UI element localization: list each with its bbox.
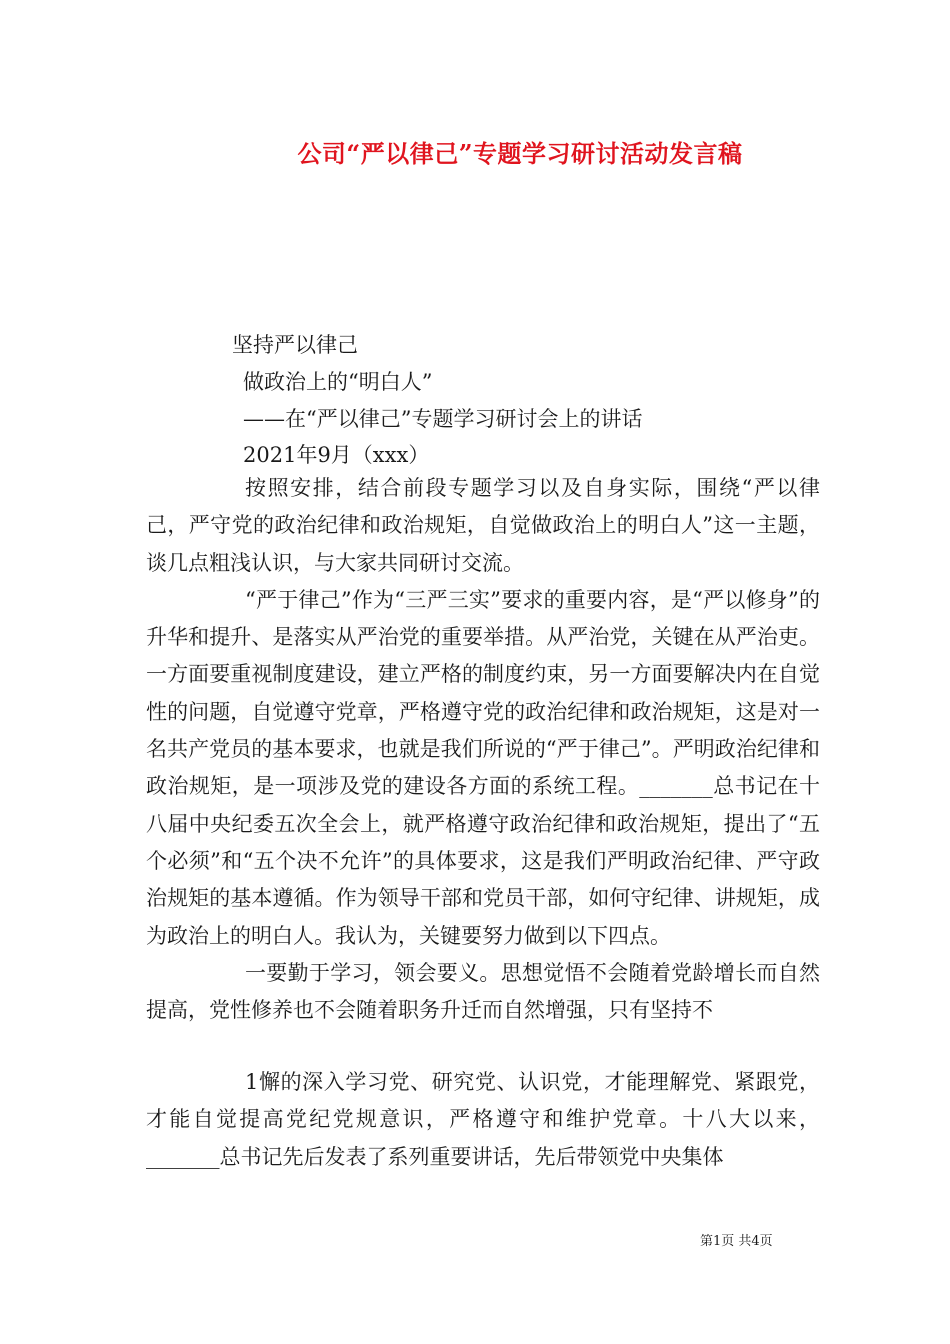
page-number: 第1页 共4页	[700, 1234, 773, 1249]
heading-line-main: 坚持严以律己	[232, 333, 358, 357]
body-block-1	[146, 470, 820, 1029]
paragraph-continued: 1懈的深入学习党、研究党、认识党，才能理解党、紧跟党，才能自觉提高党纪党规意识，严格遵守和维护党章。十八大以来，_______总书记先后发表了系列重要讲话，先后带领党中央集体	[146, 1070, 820, 1169]
heading-line-sub: 做政治上的“明白人”	[243, 370, 433, 394]
body-block-2	[146, 1064, 820, 1176]
paragraph-intro: 按照安排，结合前段专题学习以及自身实际，围绕“严以律己，严守党的政治纪律和政治规矩，自觉做政治上的明白人”这一主题，谈几点粗浅认识，与大家共同研讨交流。	[146, 476, 820, 575]
paragraph-point-one: 一要勤于学习，领会要义。思想觉悟不会随着党龄增长而自然提高，党性修养也不会随着职务升迁而自然增强，只有坚持不	[146, 960, 820, 1023]
heading-line-occasion: ——在“严以律己”专题学习研讨会上的讲话	[243, 407, 643, 431]
heading-line-date: 2021年9月（xxx）	[243, 443, 430, 467]
document-title: 公司“严以律己”专题学习研讨活动发言稿	[297, 139, 743, 168]
paragraph-main: “严于律己”作为“三严三实”要求的重要内容，是“严以修身”的升华和提升、是落实从严治党的重要举措。从严治党，关键在从严治吏。一方面要重视制度建设，建立严格的制度约束，另一方面要解决内在自觉性的问题，自觉遵守党章，严格遵守党的政治纪律和政治规矩，这是对一名共产党员的基本要求，也就是我们所说的“严于律己”。严明政治纪律和政治规矩，是一项涉及党的建设各方面的系统工程。_______总书记在十八届中央纪委五次全会上，就严格遵守政治纪律和政治规矩，提出了“五个必须”和“五个决不允许”的具体要求，这是我们严明政治纪律、严守政治规矩的基本遵循。作为领导干部和党员干部，如何守纪律、讲规矩，成为政治上的明白人。我认为，关键要努力做到以下四点。	[146, 587, 820, 948]
